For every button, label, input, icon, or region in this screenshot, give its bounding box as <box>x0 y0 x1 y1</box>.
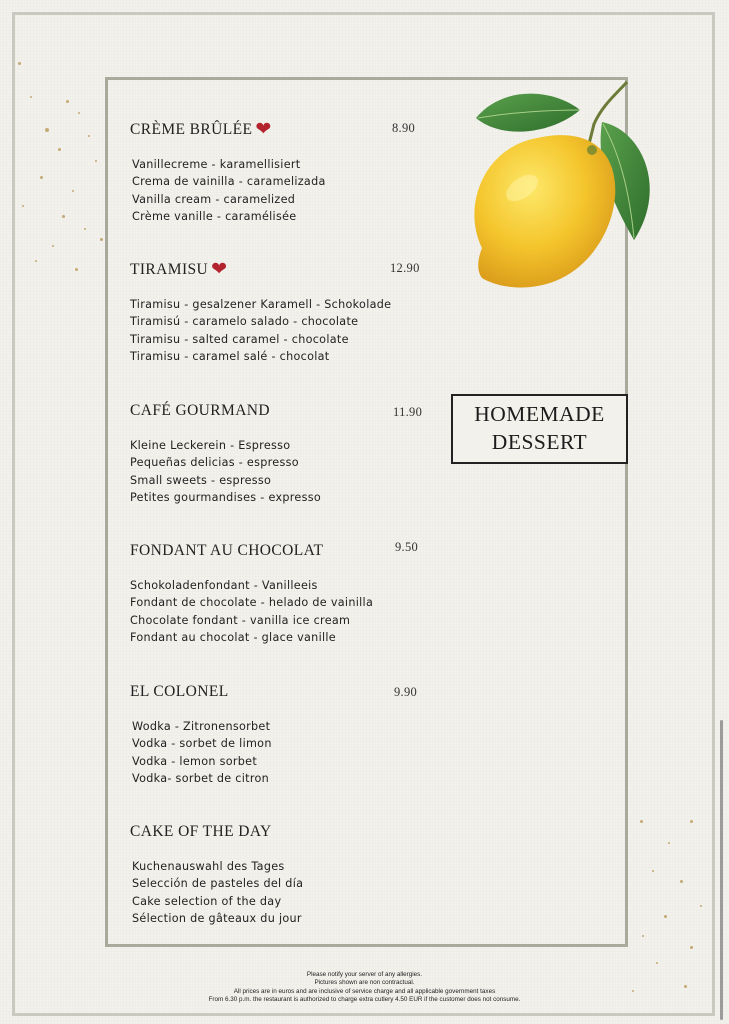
heart-icon: ❤ <box>255 119 272 140</box>
item-desc-line: Tiramisú - caramelo salado - chocolate <box>130 315 359 329</box>
item-name: CRÈME BRÛLÉE <box>130 121 253 138</box>
item-desc-line: Wodka - Zitronensorbet <box>132 720 271 733</box>
menu-item-cake-of-the-day <box>130 822 430 927</box>
footer-line: From 6.30 p.m. the restaurant is authorized to charge extra cutlery 4.50 EUR if the customer does not consume. <box>208 996 521 1004</box>
item-name: FONDANT AU CHOCOLAT <box>130 542 324 559</box>
section-title-line-1: HOMEMADE <box>474 402 605 426</box>
item-price: 9.90 <box>394 685 418 699</box>
item-desc-line: Selección de pasteles del día <box>132 877 304 891</box>
item-desc-line: Tiramisu - gesalzener Karamell - Schokolade <box>130 298 392 311</box>
menu-item-tiramisu <box>130 260 430 365</box>
section-title-line-2: DESSERT <box>491 430 588 454</box>
item-price: 11.90 <box>393 405 423 419</box>
item-desc-line: Small sweets - espresso <box>130 473 272 487</box>
item-desc-line: Crème vanille - caramélisée <box>132 209 297 223</box>
item-desc-line: Sélection de gâteaux du jour <box>132 911 302 925</box>
item-desc-line: Vanilla cream - caramelized <box>132 192 296 206</box>
item-name: CAKE OF THE DAY <box>130 823 272 840</box>
item-desc-line: Tiramisu - salted caramel - chocolate <box>130 332 349 346</box>
item-name: CAFÉ GOURMAND <box>130 402 270 419</box>
item-desc-line: Petites gourmandises - expresso <box>130 490 322 504</box>
item-desc-line: Chocolate fondant - vanilla ice cream <box>130 613 351 627</box>
item-desc-line: Vodka - sorbet de limon <box>132 737 272 751</box>
item-desc-line: Vanillecreme - karamellisiert <box>132 158 301 171</box>
item-desc-line: Kleine Leckerein - Espresso <box>130 439 291 452</box>
item-desc-line: Kuchenauswahl des Tages <box>132 860 285 873</box>
footer-line: Please notify your server of any allergies. <box>306 971 423 978</box>
item-desc-line: Fondant au chocolat - glace vanille <box>130 630 336 644</box>
item-desc-line: Crema de vainilla - caramelizada <box>132 175 326 189</box>
menu-item-creme-brulee <box>130 120 430 225</box>
menu-item-cafe-gourmand <box>130 401 430 506</box>
menu-item-el-colonel <box>130 682 430 787</box>
item-name: TIRAMISU <box>130 261 209 278</box>
scrollbar[interactable] <box>720 720 723 1020</box>
footer-line: Pictures shown are non contractual. <box>314 979 415 987</box>
item-price: 12.90 <box>390 261 420 275</box>
item-price: 9.50 <box>395 540 419 554</box>
item-desc-line: Vodka - lemon sorbet <box>132 754 258 768</box>
section-title-box <box>451 394 628 464</box>
item-desc-line: Fondant de chocolate - helado de vainilla <box>130 596 374 610</box>
heart-icon: ❤ <box>211 259 228 280</box>
item-desc-line: Tiramisu - caramel salé - chocolat <box>130 349 330 363</box>
footer-line: All prices are in euros and are inclusive of service charge and all applicable government taxes <box>233 987 496 995</box>
menu-item-fondant-au-chocolat <box>130 541 430 646</box>
item-desc-line: Pequeñas delicias - espresso <box>130 456 299 470</box>
item-price: 8.90 <box>392 121 416 135</box>
item-desc-line: Vodka- sorbet de citron <box>132 771 270 785</box>
footer-notes <box>0 971 729 1005</box>
item-name: EL COLONEL <box>130 683 229 700</box>
lemon-illustration <box>462 78 668 293</box>
item-desc-line: Cake selection of the day <box>132 894 282 908</box>
item-desc-line: Schokoladenfondant - Vanilleeis <box>130 579 318 592</box>
